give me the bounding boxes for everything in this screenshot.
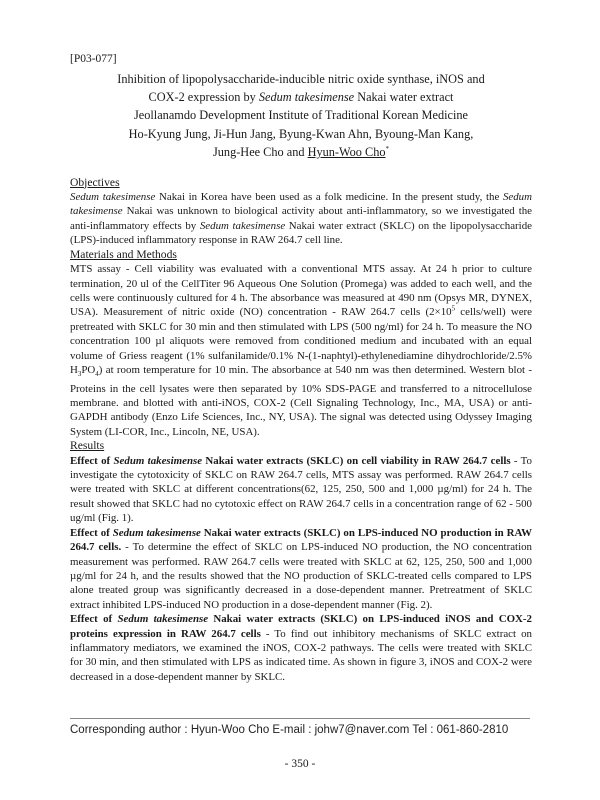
result-heading: Effect of xyxy=(70,526,113,539)
subscript: 3 xyxy=(77,370,82,379)
objectives-text xyxy=(70,190,532,248)
title-line-2a: COX-2 expression by xyxy=(148,90,259,104)
species-name: Sedum takesimense xyxy=(199,219,286,232)
section-heading-objectives: Objectives xyxy=(70,175,120,189)
methods-text-part: cells/well) were pretreated with SKLC for 30 min and then stimulated with LPS (500 ng/ml) for 24 h. To measure the NO concentration 100 µl aliquots were removed from conditioned medium and incubated with an equal volume of Griess reagent (1% sulfanilamide/0.1% N-(1-naphtyl)-ethylenediamine dihydrochloride/2.5% H xyxy=(70,306,533,376)
section-heading-results: Results xyxy=(70,439,105,453)
species-name: Sedum takesimense xyxy=(70,191,532,218)
poster-code: [P03-077] xyxy=(70,53,117,65)
result-heading: Nakai water extracts (SKLC) on cell viability in RAW 264.7 cells xyxy=(202,454,511,467)
superscript: 5 xyxy=(451,304,456,313)
abstract-page xyxy=(70,52,532,684)
authors xyxy=(70,125,532,162)
result-text: - To find out inhibitory mechanisms of SKLC extract on inflammatory mediators, we examined the iNOS, COX-2 pathways. The cells were treated with SKLC for 30 min, and then stimulated with LPS as indicated time. As shown in figure 3, iNOS and COX-2 were decreased in a dose-dependent manner by SKLC. xyxy=(70,627,532,683)
result-heading: Effect of xyxy=(70,454,114,467)
methods-text-part: ) at room temperature for 10 min. The absorbance at 540 nm was then determined. Western blot - Proteins in the cell lysates were then separated by 10% SDS-PAGE and transferred to a nitrocellulose membrane. and blotted with anti-iNOS, COX-2 (Cell Signaling Technology, Inc., MA, USA) or anti-GAPDH antibody (Enzo Life Sciences, Inc., NY, USA). The signal was detected using Odyssey Imaging System (LI-COR, Inc., Lincoln, NE, USA). xyxy=(70,363,532,438)
corresponding-author-footer: Corresponding author : Hyun-Woo Cho E-mail : johw7@naver.com Tel : 061-860-2810 xyxy=(70,724,509,736)
affiliation: Jeollanamdo Development Institute of Traditional Korean Medicine xyxy=(134,108,468,122)
subscript: 4 xyxy=(95,370,99,379)
page-number: - 350 - xyxy=(284,758,316,770)
corresponding-author-name: Hyun-Woo Cho xyxy=(307,145,386,159)
species-name: Sedum takesimense xyxy=(70,191,156,203)
title xyxy=(70,70,532,106)
title-species: Sedum takesimense xyxy=(258,90,355,104)
section-heading-methods: Materials and Methods xyxy=(70,247,177,261)
result-text: - To investigate the cytotoxicity of SKLC on RAW 264.7 cells, MTS assay was performed. RAW 264.7 cells were treated with SKLC at different concentrations(62, 125, 250, 500 and 1,000 µg/ml) for 24 h. The result showed that SKLC had no cytotoxic effect on RAW 264.7 cells in a concentration range of 62 - 500 ug/ml (Fig. 1). xyxy=(70,454,532,525)
result-text: - To determine the effect of SKLC on LPS-induced NO production, the NO concentration measurement was performed. RAW 264.7 cells were treated with SKLC at 62, 125, 250, 500 and 1,000 µg/ml for 24 h, and the results showed that the NO production of SKLC-treated cells compared to LPS alone treated group was significantly decreased in a dose-dependent manner. Pretreatment of SKLC extract inhibited LPS-induced NO production in a dose-dependent manner (Fig. 2). xyxy=(70,541,532,611)
footnote-divider xyxy=(70,718,530,719)
objectives-text-part: Nakai was unknown to biological activity about anti-inflammatory, so we investigated the anti-inflammatory effects by xyxy=(70,205,532,232)
objectives-text-part: Nakai in Korea have been used as a folk medicine. In the present study, the xyxy=(155,191,503,203)
result-heading: Nakai water extracts (SKLC) on LPS-induced NO production in RAW 264.7 cells. xyxy=(70,526,532,554)
results-paragraph-1 xyxy=(70,454,532,526)
species-name: Sedum takesimense xyxy=(113,454,203,467)
result-heading: Effect of xyxy=(70,613,118,626)
title-line-2c: Nakai water extract xyxy=(354,90,454,104)
authors-line-2: Jung-Hee Cho and xyxy=(212,145,308,159)
methods-text-part: PO xyxy=(81,363,96,376)
results-paragraph-2 xyxy=(70,526,532,612)
methods-text xyxy=(70,262,532,439)
species-name: Sedum takesimense xyxy=(112,526,201,539)
methods-text-part: MTS assay - Cell viability was evaluated with a conventional MTS assay. At 24 h prior to culture termination, 20 ul of the CellTiter 96 Aqueous One Solution (Promega) was added to each well, and the cells were continuously cultured for 4 h. The absorbance was measured at 490 nm (Opsys MR, DYNEX, USA). Measurement of nitric oxide (NO) concentration - RAW 264.7 cells (2×10 xyxy=(70,263,532,319)
title-line-1: Inhibition of lipopolysaccharide-inducible nitric oxide synthase, iNOS and xyxy=(117,72,485,86)
authors-line-1: Ho-Kyung Jung, Ji-Hun Jang, Byung-Kwan Ahn, Byoung-Man Kang, xyxy=(128,126,474,141)
result-heading: Nakai water extracts (SKLC) on LPS-induced iNOS and COX-2 proteins expression in RAW 264.7 cells xyxy=(70,613,532,640)
corresponding-mark: * xyxy=(385,144,390,153)
species-name: Sedum takesimense xyxy=(117,613,209,626)
objectives-text-part: Nakai water extract (SKLC) on the lipopolysaccharide (LPS)-induced inflammatory response in RAW 264.7 cell line. xyxy=(70,219,532,247)
results-paragraph-3 xyxy=(70,612,532,684)
